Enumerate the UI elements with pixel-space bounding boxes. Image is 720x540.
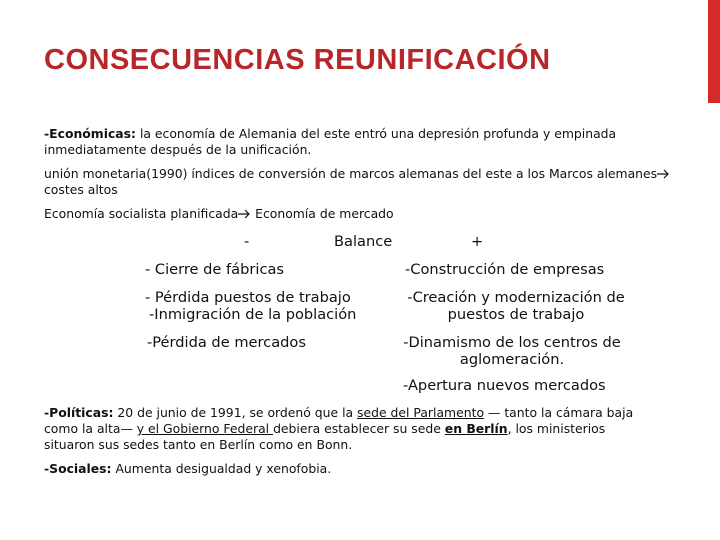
negative-item: -Pérdida de mercados: [147, 334, 306, 351]
political-text: 20 de junio de 1991, se ordenó que la: [113, 405, 358, 420]
negative-item: - Cierre de fábricas: [145, 261, 285, 278]
positive-item-line: -Creación y modernización de: [407, 289, 625, 306]
negative-item-line: - Pérdida puestos de trabajo: [145, 289, 351, 306]
arrow-right-icon: [238, 209, 251, 219]
market-economy-text: Economía de mercado: [251, 206, 394, 221]
balance-heading: Balance: [334, 233, 393, 250]
social-label: -Sociales:: [44, 461, 112, 476]
positive-item: [405, 289, 627, 323]
monetary-result: costes altos: [44, 182, 118, 197]
political-text: debiera establecer su sede: [273, 421, 445, 436]
economic-paragraph: [44, 126, 684, 158]
accent-bar: [708, 0, 720, 103]
political-label: -Políticas:: [44, 405, 114, 420]
economic-text: la economía de Alemania del este entró una depresión profunda y empinada inmediatamente después de la unificación.: [44, 126, 617, 157]
arrow-right-icon: [657, 169, 670, 179]
positive-item-line: aglomeración.: [459, 351, 565, 368]
positive-item: -Apertura nuevos mercados: [403, 377, 606, 394]
social-text: Aumenta desigualdad y xenofobia.: [111, 461, 332, 476]
positive-item: -Construcción de empresas: [405, 261, 605, 278]
slide-title: CONSECUENCIAS REUNIFICACIÓN: [44, 44, 551, 76]
negative-item: [145, 289, 356, 323]
political-text: , los ministerios situaron sus sedes tanto en Berlín como en Bonn.: [44, 421, 606, 452]
monetary-paragraph: [44, 166, 684, 198]
monetary-text: unión monetaria(1990) índices de conversión de marcos alemanas del este a los Marcos alemanes: [44, 166, 658, 181]
minus-sign: -: [244, 233, 250, 250]
positive-item: [402, 334, 622, 368]
negative-item-line: -Inmigración de la población: [149, 306, 357, 323]
planned-economy-text: Economía socialista planificada: [44, 206, 239, 221]
federal-government-text: y el Gobierno Federal: [136, 421, 274, 436]
social-paragraph: [44, 461, 684, 477]
political-paragraph: [44, 405, 659, 453]
berlin-text: en Berlín: [444, 421, 508, 436]
parliament-link-text: sede del Parlamento: [357, 405, 485, 420]
planned-economy-line: [44, 206, 684, 222]
political-text: — tanto la cámara baja como la alta—: [44, 405, 634, 436]
plus-sign: +: [471, 233, 484, 250]
economic-label: -Económicas:: [44, 126, 136, 141]
positive-item-line: -Dinamismo de los centros de: [403, 334, 621, 351]
positive-item-line: puestos de trabajo: [447, 306, 585, 323]
